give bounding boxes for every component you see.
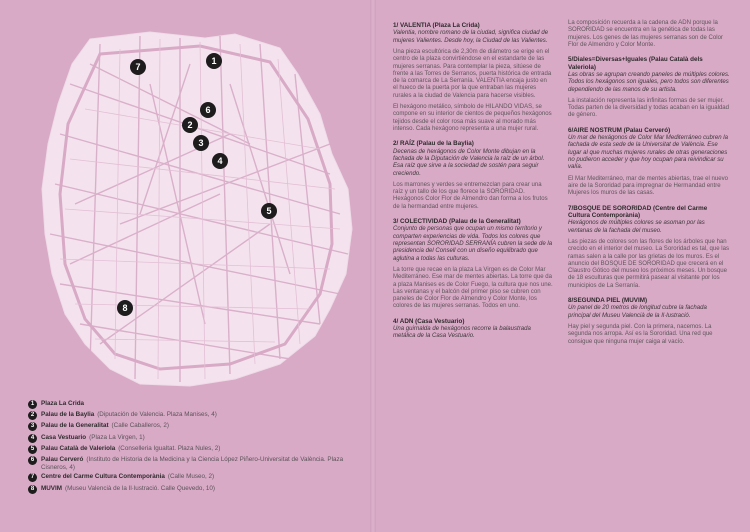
legend-item bbox=[28, 411, 358, 420]
section-lead: Un mar de hexágonos de Color Mar Mediterráneo cubren la fachada de esta sede de la Universitat de València. Ese lugar al que muchas mujeres rurales de otras generaciones no pudieron acceder y que hoy ocupan para reivindicar su valía. bbox=[568, 135, 728, 171]
legend-number-badge: 8 bbox=[28, 485, 37, 494]
legend-number-badge: 6 bbox=[28, 456, 37, 465]
section-heading: 5/Diales=Diversas+Iguales (Palau Català dels Valeriola) bbox=[568, 56, 703, 71]
old-town-outline bbox=[42, 32, 352, 386]
legend-place-name: Centre del Carme Cultura Contemporània bbox=[41, 473, 165, 481]
text-section bbox=[568, 297, 730, 346]
marker-label: 1 bbox=[211, 56, 217, 66]
legend-place-name: MUVIM bbox=[41, 484, 62, 492]
map-marker-8[interactable] bbox=[117, 300, 133, 316]
legend-item bbox=[28, 400, 358, 409]
section-lead: Hexágonos de múltiples colores se asoman por las ventanas de la fachada del museo. bbox=[568, 220, 705, 234]
section-lead: Decenas de hexágonos de Color Monte dibujan en la fachada de la Diputación de Valencia la raíz de un árbol. Esa raíz que sirve a la sociedad de sostén para seguir creciendo. bbox=[393, 148, 545, 177]
legend-place-address: (Museu Valencià de la Il·lustració. Calle Quevedo, 10) bbox=[65, 484, 216, 492]
section-paragraph: Las piezas de colores son las flores de los árboles que han crecido en el interior del museo. La Sororidad es tal, que las ramas salen a la calle por las grietas de los muros. Es el anuncio del BOSQUE DE SORORIDAD que crecerá en el Claustro Gótico del museo los próximos meses. Un bosque de 18 esculturas que permitirá pasear al visitante por los municipios de La Serranía. bbox=[568, 238, 730, 289]
marker-label: 3 bbox=[198, 138, 204, 148]
text-section bbox=[393, 218, 553, 311]
legend-place-name: Palau de la Baylia bbox=[41, 411, 95, 419]
legend-number-badge: 1 bbox=[28, 400, 37, 409]
section-lead: Valentia, nombre romano de la ciudad, significa ciudad de mujeres Valientes. Desde hoy, la Ciudad de las Valientes. bbox=[393, 30, 549, 44]
section-paragraph: Los marrones y verdes se entremezclan para crear una raíz y un tallo de los que florece la SORORIDAD. Hexágonos Color Flor de Almendro dan forma a los frutos de la hermandad entre mujeres. bbox=[393, 181, 548, 210]
section-paragraph: Una pieza escultórica de 2,30m de diámetro se erige en el centro de la plaza convirtiéndose en el estandarte de las mujeres serranas. Para contemplar la pieza, sitúese de frente a las Torres de Serranos, puerta histórica de entrada de la comarca de La Serranía. VALENTIA encaja justo en el hueco de la puerta por la que entraban las mujeres rurales a la ciudad de Valencia para hacerse visibles. bbox=[393, 49, 552, 99]
section-paragraph: El Mar Mediterráneo, mar de mentes abiertas, trae el nuevo aire de la Sororidad para impregnar de Hermandad entre Mujeres los muros de las casas. bbox=[568, 175, 728, 197]
section-lead: Conjunto de personas que ocupan un mismo territorio y comparten experiencias de vida. Todos los colores que representan SORORIDAD SERRANÍA cubren la sede de la presidencia del Consell con un diseño equilibrado que aglutina a todas las culturas. bbox=[393, 226, 553, 262]
legend-item bbox=[28, 445, 358, 454]
map-marker-6[interactable] bbox=[200, 102, 216, 118]
section-heading: 2/ RAÍZ (Palau de la Baylia) bbox=[393, 140, 474, 148]
section-lead: Un panel de 20 metros de longitud cubre la fachada principal del Museu Valencià de la Il·lustració. bbox=[568, 305, 707, 319]
section-heading: 4/ ADN (Casa Vestuario) bbox=[393, 317, 465, 325]
legend-place-name: Palau Català de Valeriola bbox=[41, 444, 116, 452]
marker-label: 7 bbox=[135, 62, 141, 72]
section-lead: Una guirnalda de hexágonos recorre la balaustrada metálica de la Casa Vestuario. bbox=[393, 326, 531, 340]
text-section bbox=[568, 127, 730, 198]
text-section bbox=[393, 140, 553, 211]
text-column-left bbox=[393, 22, 553, 348]
marker-label: 8 bbox=[122, 303, 128, 313]
legend-place-address: (Calle Caballeros, 2) bbox=[111, 422, 169, 430]
map-legend bbox=[28, 400, 358, 496]
text-section bbox=[568, 205, 730, 290]
city-map bbox=[30, 24, 360, 394]
map-marker-2[interactable] bbox=[182, 117, 198, 133]
section-paragraph: La composición recuerda a la cadena de ADN porque la SORORIDAD se encuentra en la genética de todas las mujeres. Los genes de las mujeres serranas son de Color Flor de Almendro y Color Monte. bbox=[568, 20, 723, 48]
legend-item bbox=[28, 434, 358, 443]
legend-place-address: (Instituto de Historia de la Medicina y la Ciencia López Piñero-Universitat de València. Plaza Cisneros, 4) bbox=[41, 455, 344, 471]
marker-label: 2 bbox=[187, 120, 193, 130]
text-section bbox=[568, 20, 730, 49]
marker-label: 4 bbox=[217, 156, 223, 166]
section-paragraph: Hay piel y segunda piel. Con la primera, nacemos. La segunda nos arropa. Así es la Sororidad. Una red que consigue que ninguna mujer caiga al vacío. bbox=[568, 324, 713, 345]
section-heading: 8/SEGUNDA PIEL (MUVIM) bbox=[568, 297, 648, 305]
legend-place-name: Plaza La Crida bbox=[41, 400, 85, 407]
legend-number-badge: 2 bbox=[28, 411, 37, 420]
marker-label: 5 bbox=[266, 206, 272, 216]
legend-place-address: (Plaza La Virgen, 1) bbox=[89, 433, 145, 441]
legend-item bbox=[28, 456, 358, 471]
legend-number-badge: 5 bbox=[28, 445, 37, 454]
section-heading: 7/BOSQUE DE SORORIDAD (Centre del Carme Cultura Contemporània) bbox=[568, 204, 708, 219]
section-heading: 1/ VALENTIA (Plaza La Crida) bbox=[393, 22, 480, 29]
map-marker-5[interactable] bbox=[261, 203, 277, 219]
section-paragraph: La instalación representa las infinitas formas de ser mujer. Todas parten de la diversidad y todas acaban en la igualdad de género. bbox=[568, 97, 730, 119]
map-marker-7[interactable] bbox=[130, 59, 146, 75]
legend-place-address: (Calle Museo, 2) bbox=[167, 473, 215, 481]
legend-number-badge: 3 bbox=[28, 422, 37, 431]
page-fold bbox=[370, 0, 376, 532]
section-paragraph: El hexágono metálico, símbolo de HILANDO VIDAS, se compone en su interior de cientos de pequeños hexágonos tejidos desde el color rosa más suave al morado más intenso. Cada hexágono representa a una mujer rural. bbox=[393, 104, 552, 132]
map-marker-4[interactable] bbox=[212, 153, 228, 169]
legend-number-badge: 7 bbox=[28, 473, 37, 482]
text-section bbox=[393, 318, 553, 341]
legend-item bbox=[28, 422, 358, 431]
section-heading: 3/ COLECTIVIDAD (Palau de la Generalitat) bbox=[393, 218, 521, 226]
legend-number-badge: 4 bbox=[28, 434, 37, 443]
legend-place-address: (Diputación de Valencia. Plaza Manises, 4) bbox=[97, 411, 217, 419]
section-lead: Las obras se agrupan creando paneles de múltiples colores. Todos los hexágonos son iguales, pero todos son diferentes dependiendo de las manos de su artista. bbox=[568, 72, 730, 93]
legend-place-name: Casa Vestuario bbox=[41, 433, 87, 441]
section-paragraph: La torre que recae en la plaza La Virgen es de Color Mar Mediterráneo. Ese mar de mentes abiertas. La torre que da a plaza Manises es de Color Fuego, la cultura que nos une. Las ventanas y el balcón del primer piso se cubren con paneles de Color Flor de Almendro y Color Monte, los colores de las mujeres serranas. Todos en uno. bbox=[393, 266, 553, 310]
legend-place-address: (Conselleria Igualtat. Plaza Nules, 2) bbox=[118, 444, 221, 452]
text-section bbox=[568, 56, 730, 120]
map-marker-3[interactable] bbox=[193, 135, 209, 151]
marker-label: 6 bbox=[205, 105, 211, 115]
section-heading: 6/AIRE NOSTRUM (Palau Cerveró) bbox=[568, 126, 671, 134]
legend-place-name: Palau de la Generalitat bbox=[41, 422, 109, 430]
map-marker-1[interactable] bbox=[206, 53, 222, 69]
legend-item bbox=[28, 485, 358, 494]
text-section bbox=[393, 22, 553, 133]
text-column-right bbox=[568, 20, 730, 353]
legend-place-name: Palau Cerveró bbox=[41, 455, 84, 463]
legend-item bbox=[28, 473, 358, 482]
